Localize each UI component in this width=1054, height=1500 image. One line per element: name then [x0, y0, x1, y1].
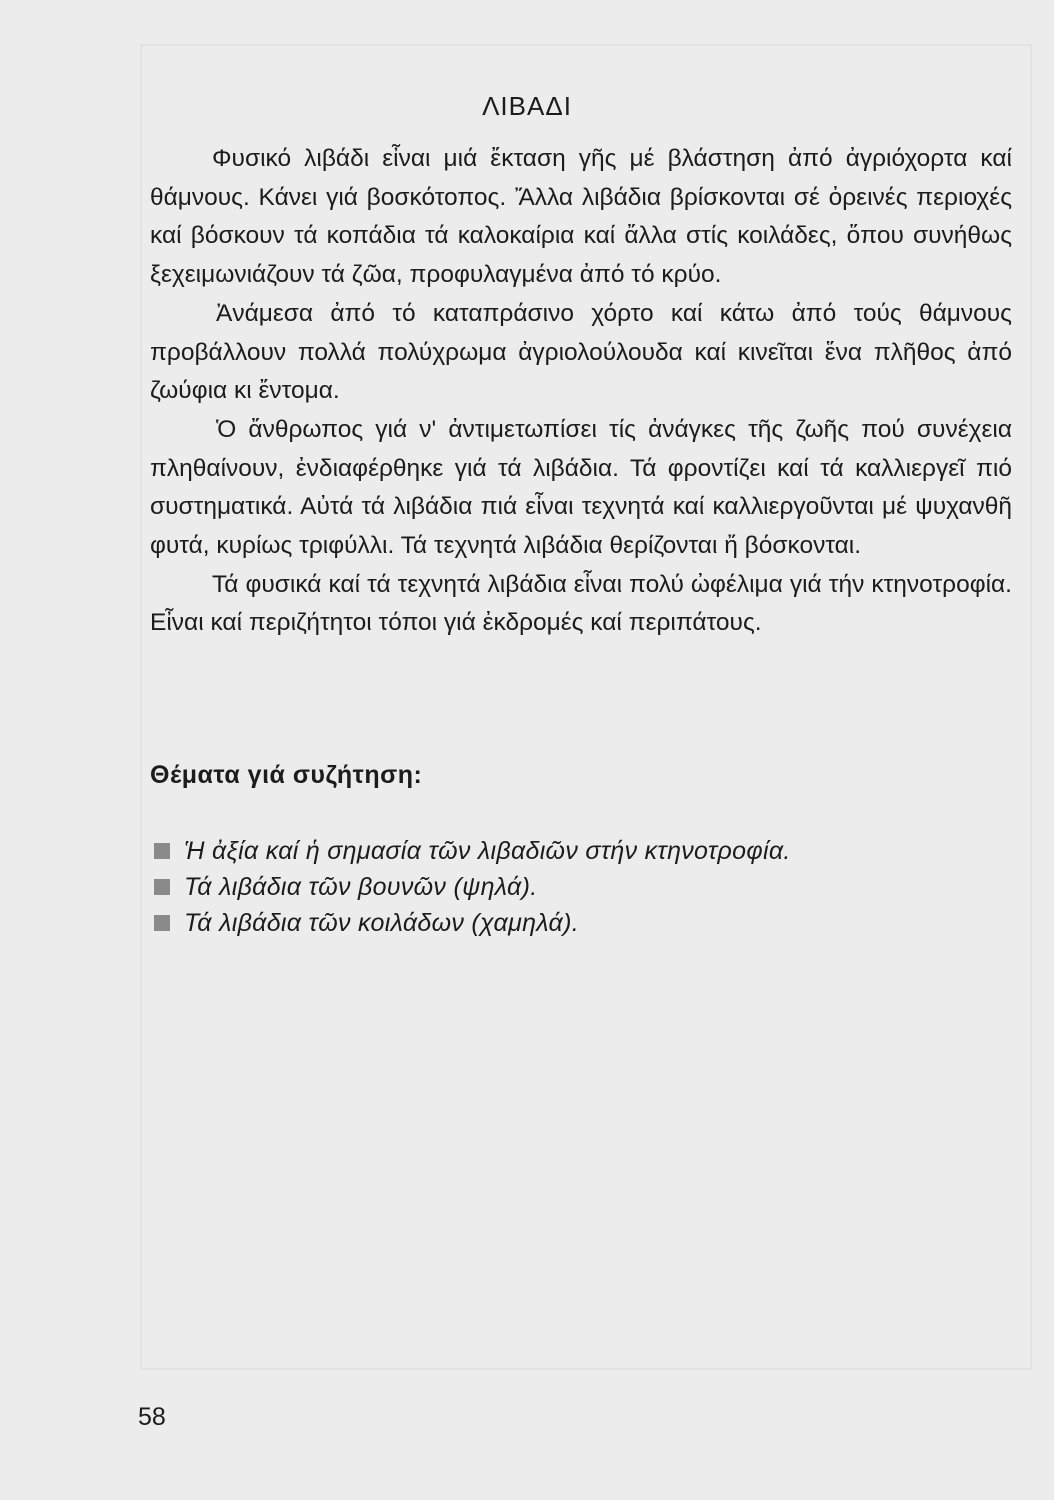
page-number: 58 — [138, 1403, 166, 1431]
discussion-heading: Θέματα γιά συζήτηση: — [150, 761, 423, 789]
discussion-topics — [154, 833, 1014, 941]
paragraph-artificial-meadows: Ὁ ἄνθρωπος γιά ν' ἀντιμετωπίσει τίς ἀνάγκες τῆς ζωῆς πού συνέχεια πληθαίνουν, ἐνδιαφέρθηκε γιά τά λιβάδια. Τά φροντίζει καί τά καλλιεργεῖ πιό συστηματικά. Αὐτά τά λιβάδια πιά εἶναι τεχνητά καί καλλιεργοῦνται μέ ψυχανθῆ φυτά, κυρίως τριφύλλι. Τά τεχνητά λιβάδια θερίζονται ἤ βόσκονται. — [150, 415, 1012, 560]
paragraph-natural-meadow: Φυσικό λιβάδι εἶναι μιά ἔκταση γῆς μέ βλάστηση ἀπό ἀγριόχορτα καί θάμνους. Κάνει γιά βοσκότοπος. Ἄλλα λιβάδια βρίσκονται σέ ὀρεινές περιοχές καί βόσκουν τά κοπάδια τά καλοκαίρια καί ἄλλα στίς κοιλάδες, ὅπου συνήθως ξεχειμωνιάζουν τά ζῶα, προφυλαγμένα ἀπό τό κρύο. — [150, 145, 1012, 289]
body-text — [150, 140, 1012, 643]
square-bullet-icon — [154, 915, 170, 931]
topic-text: Τά λιβάδια τῶν βουνῶν (ψηλά). — [184, 872, 538, 901]
square-bullet-icon — [154, 843, 170, 859]
list-item — [154, 905, 1014, 941]
paragraph-usefulness: Τά φυσικά καί τά τεχνητά λιβάδια εἶναι πολύ ὠφέλιμα γιά τήν κτηνοτροφία. Εἶναι καί περιζήτητοι τόποι γιά ἐκδρομές καί περιπάτους. — [150, 570, 1012, 637]
list-item — [154, 833, 1014, 869]
paragraph-wildflowers: Ἀνάμεσα ἀπό τό καταπράσινο χόρτο καί κάτω ἀπό τούς θάμνους προβάλλουν πολλά πολύχρωμα ἀγριολούλουδα καί κινεῖται ἕνα πλῆθος ἀπό ζωύφια κι ἔντομα. — [150, 299, 1012, 405]
page-title: ΛΙΒΑΔΙ — [482, 91, 572, 122]
square-bullet-icon — [154, 879, 170, 895]
list-item — [154, 869, 1014, 905]
topic-text: Τά λιβάδια τῶν κοιλάδων (χαμηλά). — [184, 908, 579, 937]
topic-text: Ἡ ἀξία καί ἡ σημασία τῶν λιβαδιῶν στήν κτηνοτροφία. — [184, 836, 791, 865]
